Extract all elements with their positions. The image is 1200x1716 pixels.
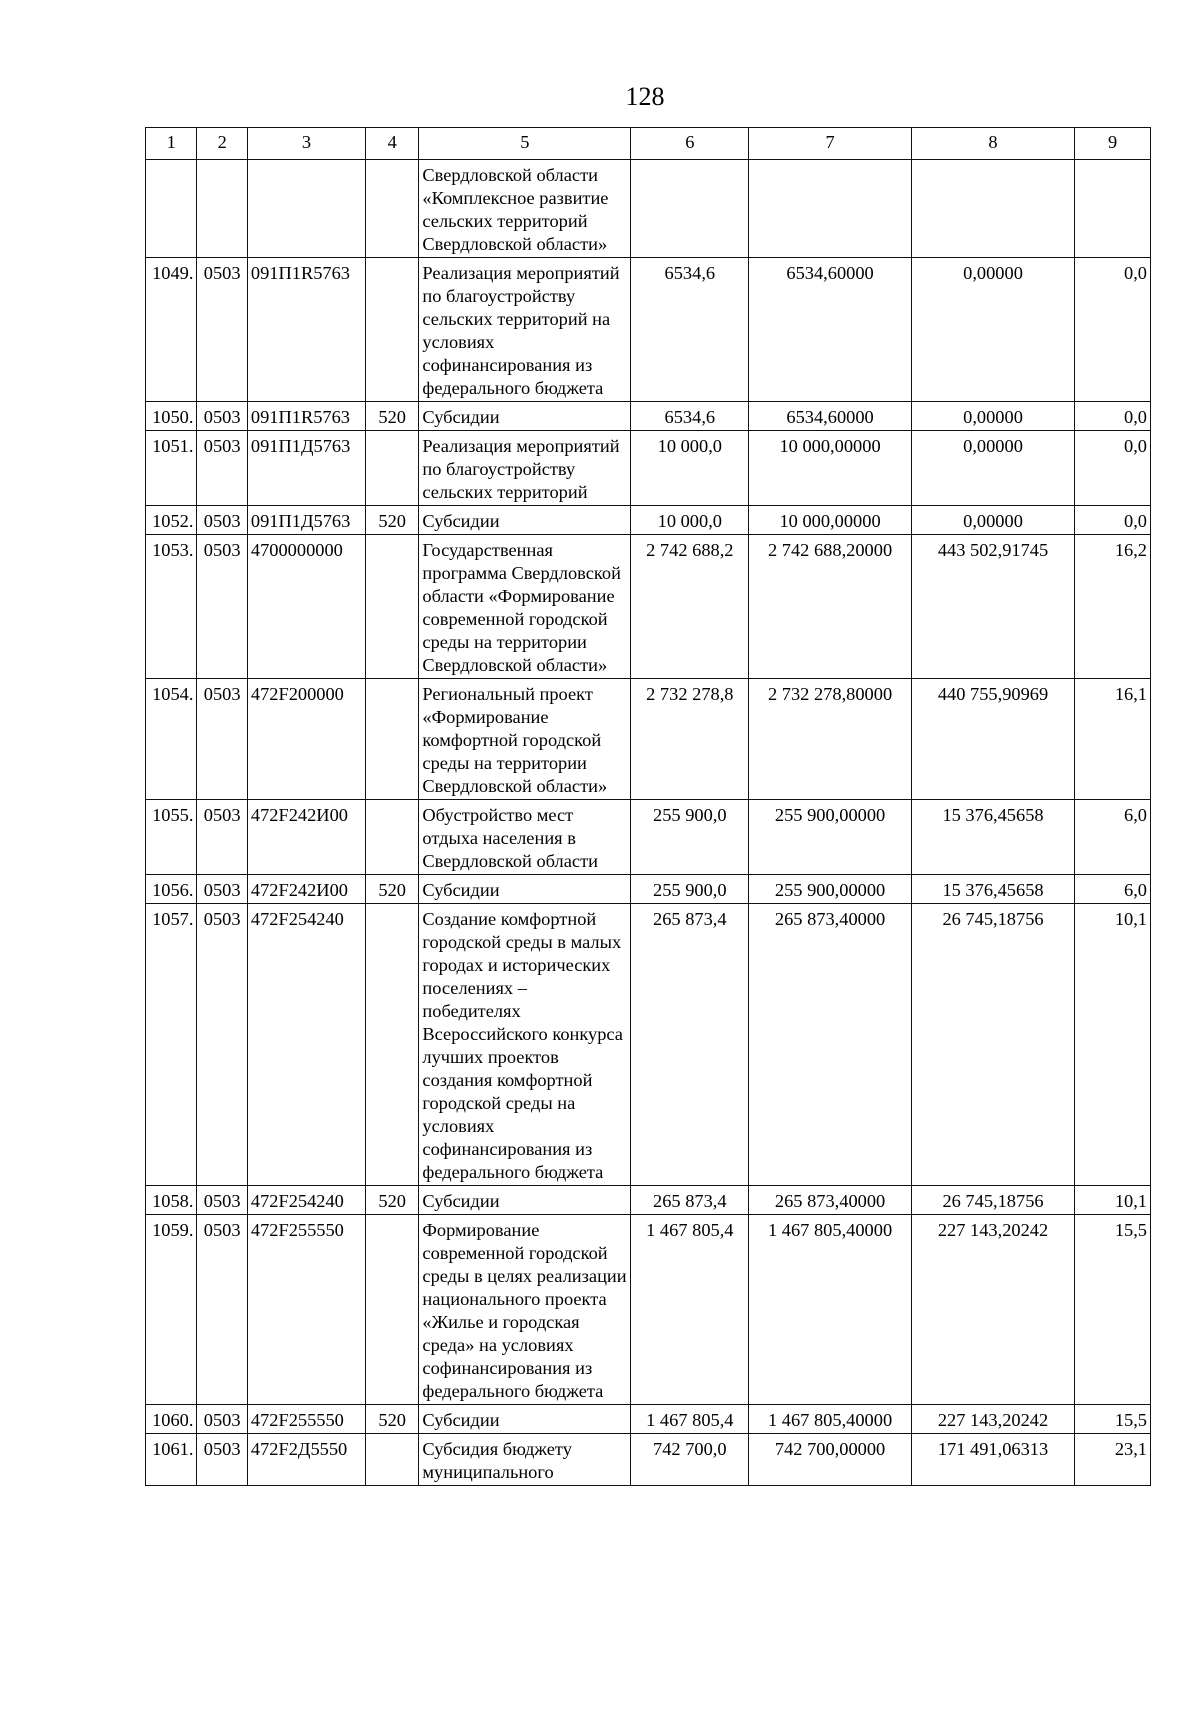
- expense-type-code: 520: [365, 1186, 418, 1215]
- row-number: 1060.: [146, 1405, 197, 1434]
- target-article-code: 472F242И00: [247, 875, 365, 904]
- row-number: 1058.: [146, 1186, 197, 1215]
- item-name: Субсидия бюджету муниципального: [419, 1434, 631, 1486]
- target-article-code: 091П1Д5763: [247, 431, 365, 506]
- expense-type-code: [365, 535, 418, 679]
- row-number: 1054.: [146, 679, 197, 800]
- header-cell: 2: [197, 128, 247, 160]
- approved-amount: 742 700,00000: [749, 1434, 911, 1486]
- item-name: Государственная программа Свердловской области «Формирование современной городской среды на территории Свердловской области»: [419, 535, 631, 679]
- expense-type-code: [365, 258, 418, 402]
- section-code: 0503: [197, 904, 247, 1186]
- target-article-code: 472F200000: [247, 679, 365, 800]
- approved-amount: 10 000,00000: [749, 431, 911, 506]
- expense-type-code: [365, 1434, 418, 1486]
- table-row: [146, 402, 1151, 431]
- header-cell: 5: [419, 128, 631, 160]
- planned-amount: 6534,6: [631, 402, 749, 431]
- planned-amount: 265 873,4: [631, 904, 749, 1186]
- planned-amount: 10 000,0: [631, 506, 749, 535]
- execution-percent: 6,0: [1075, 800, 1151, 875]
- header-cell: 3: [247, 128, 365, 160]
- table-row: [146, 431, 1151, 506]
- section-code: [197, 160, 247, 258]
- approved-amount: 2 732 278,80000: [749, 679, 911, 800]
- table-row: [146, 904, 1151, 1186]
- section-code: 0503: [197, 1405, 247, 1434]
- target-article-code: 472F254240: [247, 904, 365, 1186]
- executed-amount: 0,00000: [911, 431, 1074, 506]
- item-name: Субсидии: [419, 875, 631, 904]
- section-code: 0503: [197, 875, 247, 904]
- execution-percent: 0,0: [1075, 258, 1151, 402]
- planned-amount: 10 000,0: [631, 431, 749, 506]
- executed-amount: 171 491,06313: [911, 1434, 1074, 1486]
- approved-amount: 255 900,00000: [749, 800, 911, 875]
- item-name: Субсидии: [419, 1405, 631, 1434]
- execution-percent: 16,1: [1075, 679, 1151, 800]
- execution-percent: 16,2: [1075, 535, 1151, 679]
- row-number: 1061.: [146, 1434, 197, 1486]
- row-number: 1059.: [146, 1215, 197, 1405]
- executed-amount: 227 143,20242: [911, 1215, 1074, 1405]
- header-cell: 4: [365, 128, 418, 160]
- item-name: Субсидии: [419, 506, 631, 535]
- expense-type-code: [365, 160, 418, 258]
- execution-percent: 23,1: [1075, 1434, 1151, 1486]
- table-row: [146, 506, 1151, 535]
- executed-amount: 0,00000: [911, 258, 1074, 402]
- planned-amount: 742 700,0: [631, 1434, 749, 1486]
- budget-table: [145, 127, 1151, 1486]
- target-article-code: 091П1R5763: [247, 258, 365, 402]
- target-article-code: 091П1Д5763: [247, 506, 365, 535]
- table-row: [146, 679, 1151, 800]
- executed-amount: 0,00000: [911, 506, 1074, 535]
- section-code: 0503: [197, 402, 247, 431]
- expense-type-code: [365, 1215, 418, 1405]
- target-article-code: 472F254240: [247, 1186, 365, 1215]
- expense-type-code: [365, 431, 418, 506]
- expense-type-code: 520: [365, 875, 418, 904]
- planned-amount: 255 900,0: [631, 875, 749, 904]
- target-article-code: 4700000000: [247, 535, 365, 679]
- table-row: [146, 535, 1151, 679]
- table-row: [146, 800, 1151, 875]
- row-number: 1051.: [146, 431, 197, 506]
- table-row: [146, 1405, 1151, 1434]
- section-code: 0503: [197, 800, 247, 875]
- row-number: 1056.: [146, 875, 197, 904]
- planned-amount: 265 873,4: [631, 1186, 749, 1215]
- item-name: Субсидии: [419, 1186, 631, 1215]
- section-code: 0503: [197, 431, 247, 506]
- expense-type-code: [365, 904, 418, 1186]
- execution-percent: 10,1: [1075, 904, 1151, 1186]
- header-cell: 8: [911, 128, 1074, 160]
- approved-amount: 1 467 805,40000: [749, 1215, 911, 1405]
- target-article-code: 091П1R5763: [247, 402, 365, 431]
- planned-amount: 1 467 805,4: [631, 1215, 749, 1405]
- item-name: Региональный проект «Формирование комфортной городской среды на территории Свердловской области»: [419, 679, 631, 800]
- page-number: 128: [625, 82, 665, 111]
- expense-type-code: 520: [365, 402, 418, 431]
- expense-type-code: [365, 679, 418, 800]
- table-row: [146, 1215, 1151, 1405]
- row-number: 1055.: [146, 800, 197, 875]
- target-article-code: 472F255550: [247, 1215, 365, 1405]
- approved-amount: 265 873,40000: [749, 904, 911, 1186]
- planned-amount: 255 900,0: [631, 800, 749, 875]
- planned-amount: 2 742 688,2: [631, 535, 749, 679]
- executed-amount: 15 376,45658: [911, 875, 1074, 904]
- execution-percent: 15,5: [1075, 1215, 1151, 1405]
- section-code: 0503: [197, 506, 247, 535]
- header-cell: 1: [146, 128, 197, 160]
- executed-amount: 15 376,45658: [911, 800, 1074, 875]
- approved-amount: 6534,60000: [749, 258, 911, 402]
- approved-amount: 10 000,00000: [749, 506, 911, 535]
- item-name: Создание комфортной городской среды в малых городах и исторических поселениях – победителях Всероссийского конкурса лучших проектов создания комфортной городской среды на условиях софинансирования из федерального бюджета: [419, 904, 631, 1186]
- row-number: [146, 160, 197, 258]
- header-cell: 6: [631, 128, 749, 160]
- header-row: [146, 128, 1151, 160]
- section-code: 0503: [197, 1215, 247, 1405]
- executed-amount: 26 745,18756: [911, 1186, 1074, 1215]
- executed-amount: 443 502,91745: [911, 535, 1074, 679]
- row-number: 1053.: [146, 535, 197, 679]
- table-row: [146, 1186, 1151, 1215]
- row-number: 1049.: [146, 258, 197, 402]
- section-code: 0503: [197, 535, 247, 679]
- expense-type-code: [365, 800, 418, 875]
- item-name: Реализация мероприятий по благоустройству сельских территорий на условиях софинансирования из федерального бюджета: [419, 258, 631, 402]
- header-cell: 9: [1075, 128, 1151, 160]
- row-number: 1057.: [146, 904, 197, 1186]
- item-name: Субсидии: [419, 402, 631, 431]
- table-row: [146, 258, 1151, 402]
- executed-amount: 440 755,90969: [911, 679, 1074, 800]
- executed-amount: 227 143,20242: [911, 1405, 1074, 1434]
- section-code: 0503: [197, 679, 247, 800]
- section-code: 0503: [197, 258, 247, 402]
- row-number: 1052.: [146, 506, 197, 535]
- approved-amount: [749, 160, 911, 258]
- table-row: [146, 875, 1151, 904]
- target-article-code: 472F2Д5550: [247, 1434, 365, 1486]
- executed-amount: 0,00000: [911, 402, 1074, 431]
- executed-amount: 26 745,18756: [911, 904, 1074, 1186]
- item-name: Свердловской области «Комплексное развитие сельских территорий Свердловской области»: [419, 160, 631, 258]
- approved-amount: 265 873,40000: [749, 1186, 911, 1215]
- item-name: Обустройство мест отдыха населения в Свердловской области: [419, 800, 631, 875]
- table-row: [146, 1434, 1151, 1486]
- item-name: Формирование современной городской среды в целях реализации национального проекта «Жилье и городская среда» на условиях софинансирования из федерального бюджета: [419, 1215, 631, 1405]
- execution-percent: 10,1: [1075, 1186, 1151, 1215]
- expense-type-code: 520: [365, 506, 418, 535]
- execution-percent: 15,5: [1075, 1405, 1151, 1434]
- executed-amount: [911, 160, 1074, 258]
- approved-amount: 255 900,00000: [749, 875, 911, 904]
- item-name: Реализация мероприятий по благоустройству сельских территорий: [419, 431, 631, 506]
- expense-type-code: 520: [365, 1405, 418, 1434]
- header-cell: 7: [749, 128, 911, 160]
- execution-percent: 6,0: [1075, 875, 1151, 904]
- planned-amount: 1 467 805,4: [631, 1405, 749, 1434]
- execution-percent: 0,0: [1075, 402, 1151, 431]
- table-row: [146, 160, 1151, 258]
- planned-amount: 6534,6: [631, 258, 749, 402]
- execution-percent: 0,0: [1075, 431, 1151, 506]
- section-code: 0503: [197, 1434, 247, 1486]
- execution-percent: 0,0: [1075, 506, 1151, 535]
- approved-amount: 6534,60000: [749, 402, 911, 431]
- target-article-code: 472F255550: [247, 1405, 365, 1434]
- planned-amount: [631, 160, 749, 258]
- row-number: 1050.: [146, 402, 197, 431]
- section-code: 0503: [197, 1186, 247, 1215]
- approved-amount: 1 467 805,40000: [749, 1405, 911, 1434]
- approved-amount: 2 742 688,20000: [749, 535, 911, 679]
- target-article-code: [247, 160, 365, 258]
- planned-amount: 2 732 278,8: [631, 679, 749, 800]
- target-article-code: 472F242И00: [247, 800, 365, 875]
- execution-percent: [1075, 160, 1151, 258]
